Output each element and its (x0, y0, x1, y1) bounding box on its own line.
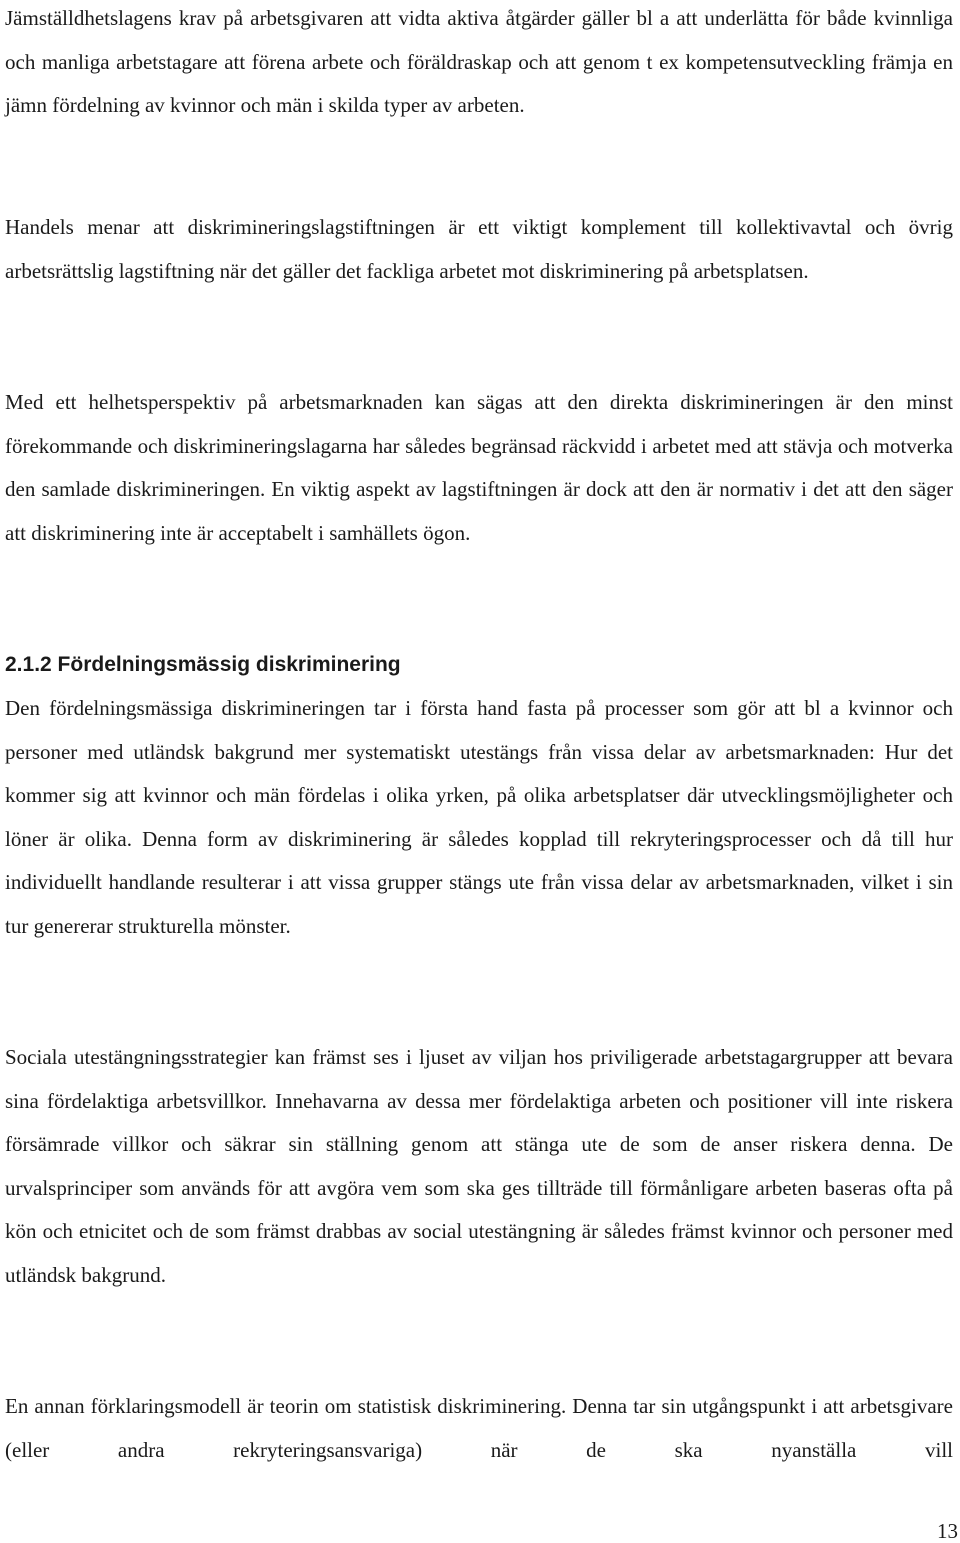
paragraph-holistic-perspective: Med ett helhetsperspektiv på arbetsmarknaden kan sägas att den direkta diskrimineringen är den minst förekommande och diskrimineringslagarna har således begränsad räckvidd i arbetet med att stävja och motverka den samlade diskrimineringen. En viktig aspekt av lagstiftningen är dock att den är normativ i det att den säger att diskriminering inte är acceptabelt i samhällets ögon. (5, 390, 953, 545)
paragraph-handels-view: Handels menar att diskrimineringslagstiftningen är ett viktigt komplement till kollektivavtal och övrig arbetsrättslig lagstiftning när det gäller det fackliga arbetet mot diskriminering på arbetsplatsen. (5, 215, 953, 283)
paragraph-statistical-discrimination: En annan förklaringsmodell är teorin om statistisk diskriminering. Denna tar sin utgångspunkt i att arbetsgivare (eller andra rekryteringsansvariga) när de ska nyanställa vill (5, 1394, 953, 1462)
section-heading: 2.1.2 Fördelningsmässig diskriminering (5, 653, 401, 676)
paragraph-active-measures: Jämställdhetslagens krav på arbetsgivaren att vidta aktiva åtgärder gäller bl a att underlätta för både kvinnliga och manliga arbetstagare att förena arbete och föräldraskap och att genom t ex kompetensutveckling främja en jämn fördelning av kvinnor och män i skilda typer av arbeten. (5, 6, 953, 118)
page-number: 13 (937, 1519, 958, 1543)
paragraph-distributive-discrimination: Den fördelningsmässiga diskrimineringen tar i första hand fasta på processer som gör att bl a kvinnor och personer med utländsk bakgrund mer systematiskt utestängs från vissa delar av arbetsmarknaden: Hur det kommer sig att kvinnor och män fördelas i olika yrken, på olika arbetsplatser där utvecklingsmöjligheter och löner är olika. Denna form av diskriminering är således kopplad till rekryteringsprocesser och då till hur individuellt handlande resulterar i att vissa grupper stängs ute från vissa delar av arbetsmarknaden, vilket i sin tur genererar strukturella mönster. (5, 696, 953, 938)
paragraph-social-exclusion: Sociala utestängningsstrategier kan främst ses i ljuset av viljan hos priviligerade arbetstagargrupper att bevara sina fördelaktiga arbetsvillkor. Innehavarna av dessa mer fördelaktiga arbeten och positioner vill inte riskera försämrade villkor och säkrar sin ställning genom att stänga ute de som de anser riskera denna. De urvalsprinciper som används för att avgöra vem som ska ges tillträde till förmånligare arbeten baseras ofta på kön och etnicitet och de som främst drabbas av social utestängning är således främst kvinnor och personer med utländsk bakgrund. (5, 1045, 953, 1287)
